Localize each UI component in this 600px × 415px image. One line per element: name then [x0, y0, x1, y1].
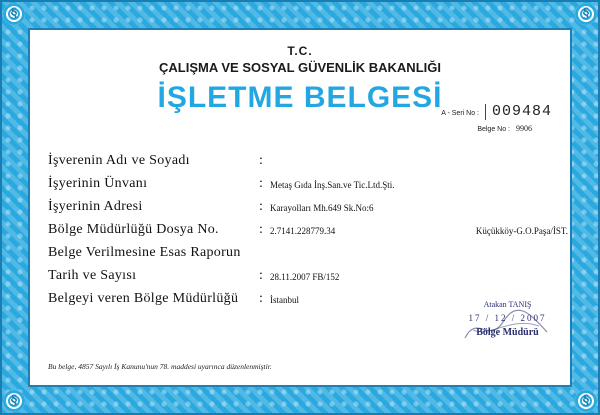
serial-number-value: 009484: [485, 104, 552, 120]
field-location: Küçükköy-G.O.Paşa/İST.: [475, 226, 568, 236]
ministry-name: ÇALIŞMA VE SOSYAL GÜVENLİK BAKANLIĞI: [159, 60, 441, 75]
field-colon: :: [259, 268, 263, 283]
signature-scribble-icon: [459, 308, 555, 348]
serial-number-row: [441, 104, 552, 120]
field-label: İşyerinin Adresi: [48, 199, 143, 214]
field-value: İstanbul: [270, 295, 299, 305]
document-number-label: Belge No :: [477, 126, 510, 133]
field-colon: :: [259, 199, 263, 214]
field-label: Bölge Müdürlüğü Dosya No.: [48, 222, 219, 237]
field-label: Tarih ve Sayısı: [48, 268, 137, 283]
field-colon: :: [259, 291, 263, 306]
field-value: 28.11.2007 FB/152: [270, 272, 340, 282]
corner-ornament-icon: [3, 390, 25, 412]
field-label: Belgeyi veren Bölge Müdürlüğü: [48, 291, 239, 306]
field-label: İşverenin Adı ve Soyadı: [48, 153, 190, 168]
field-row-workplace-title: [48, 174, 568, 194]
legal-footnote: Bu belge, 4857 Sayılı İş Kanunu'nun 78. maddesi uyarınca düzenlenmiştir.: [48, 362, 272, 371]
republic-abbreviation: T.C.: [287, 44, 313, 58]
document-title: İŞLETME BELGESİ: [157, 81, 443, 114]
corner-ornament-icon: [575, 390, 597, 412]
field-label: Belge Verilmesine Esas Raporun: [48, 245, 241, 260]
field-row-date-number: [48, 266, 568, 286]
field-value: Metaş Gıda İnş.San.ve Tic.Ltd.Şti.: [270, 180, 395, 190]
signature-stamp: [455, 300, 560, 360]
field-row-employer-name: [48, 151, 568, 171]
corner-ornament-icon: [3, 3, 25, 25]
field-label: İşyerinin Ünvanı: [48, 176, 148, 191]
signatory-title: Bölge Müdürü: [476, 327, 539, 338]
serial-block: [441, 104, 552, 133]
corner-ornament-icon: [575, 3, 597, 25]
serial-number-label: A - Seri No :: [441, 110, 479, 117]
field-value: 2.7141.228779.34: [270, 226, 336, 236]
signatory-name: Atakan TANIŞ: [483, 300, 532, 309]
certificate-fields: [48, 151, 568, 312]
field-value: Karayolları Mh.649 Sk.No:6: [270, 203, 374, 213]
document-number-row: [441, 124, 552, 133]
field-row-file-number: [48, 220, 568, 240]
field-colon: :: [259, 153, 263, 168]
field-row-report-basis: [48, 243, 568, 263]
field-row-workplace-address: [48, 197, 568, 217]
signature-date: 17 / 12 / 2007: [468, 313, 547, 323]
field-colon: :: [259, 176, 263, 191]
field-colon: :: [259, 222, 263, 237]
document-number-value: 9906: [516, 124, 532, 133]
